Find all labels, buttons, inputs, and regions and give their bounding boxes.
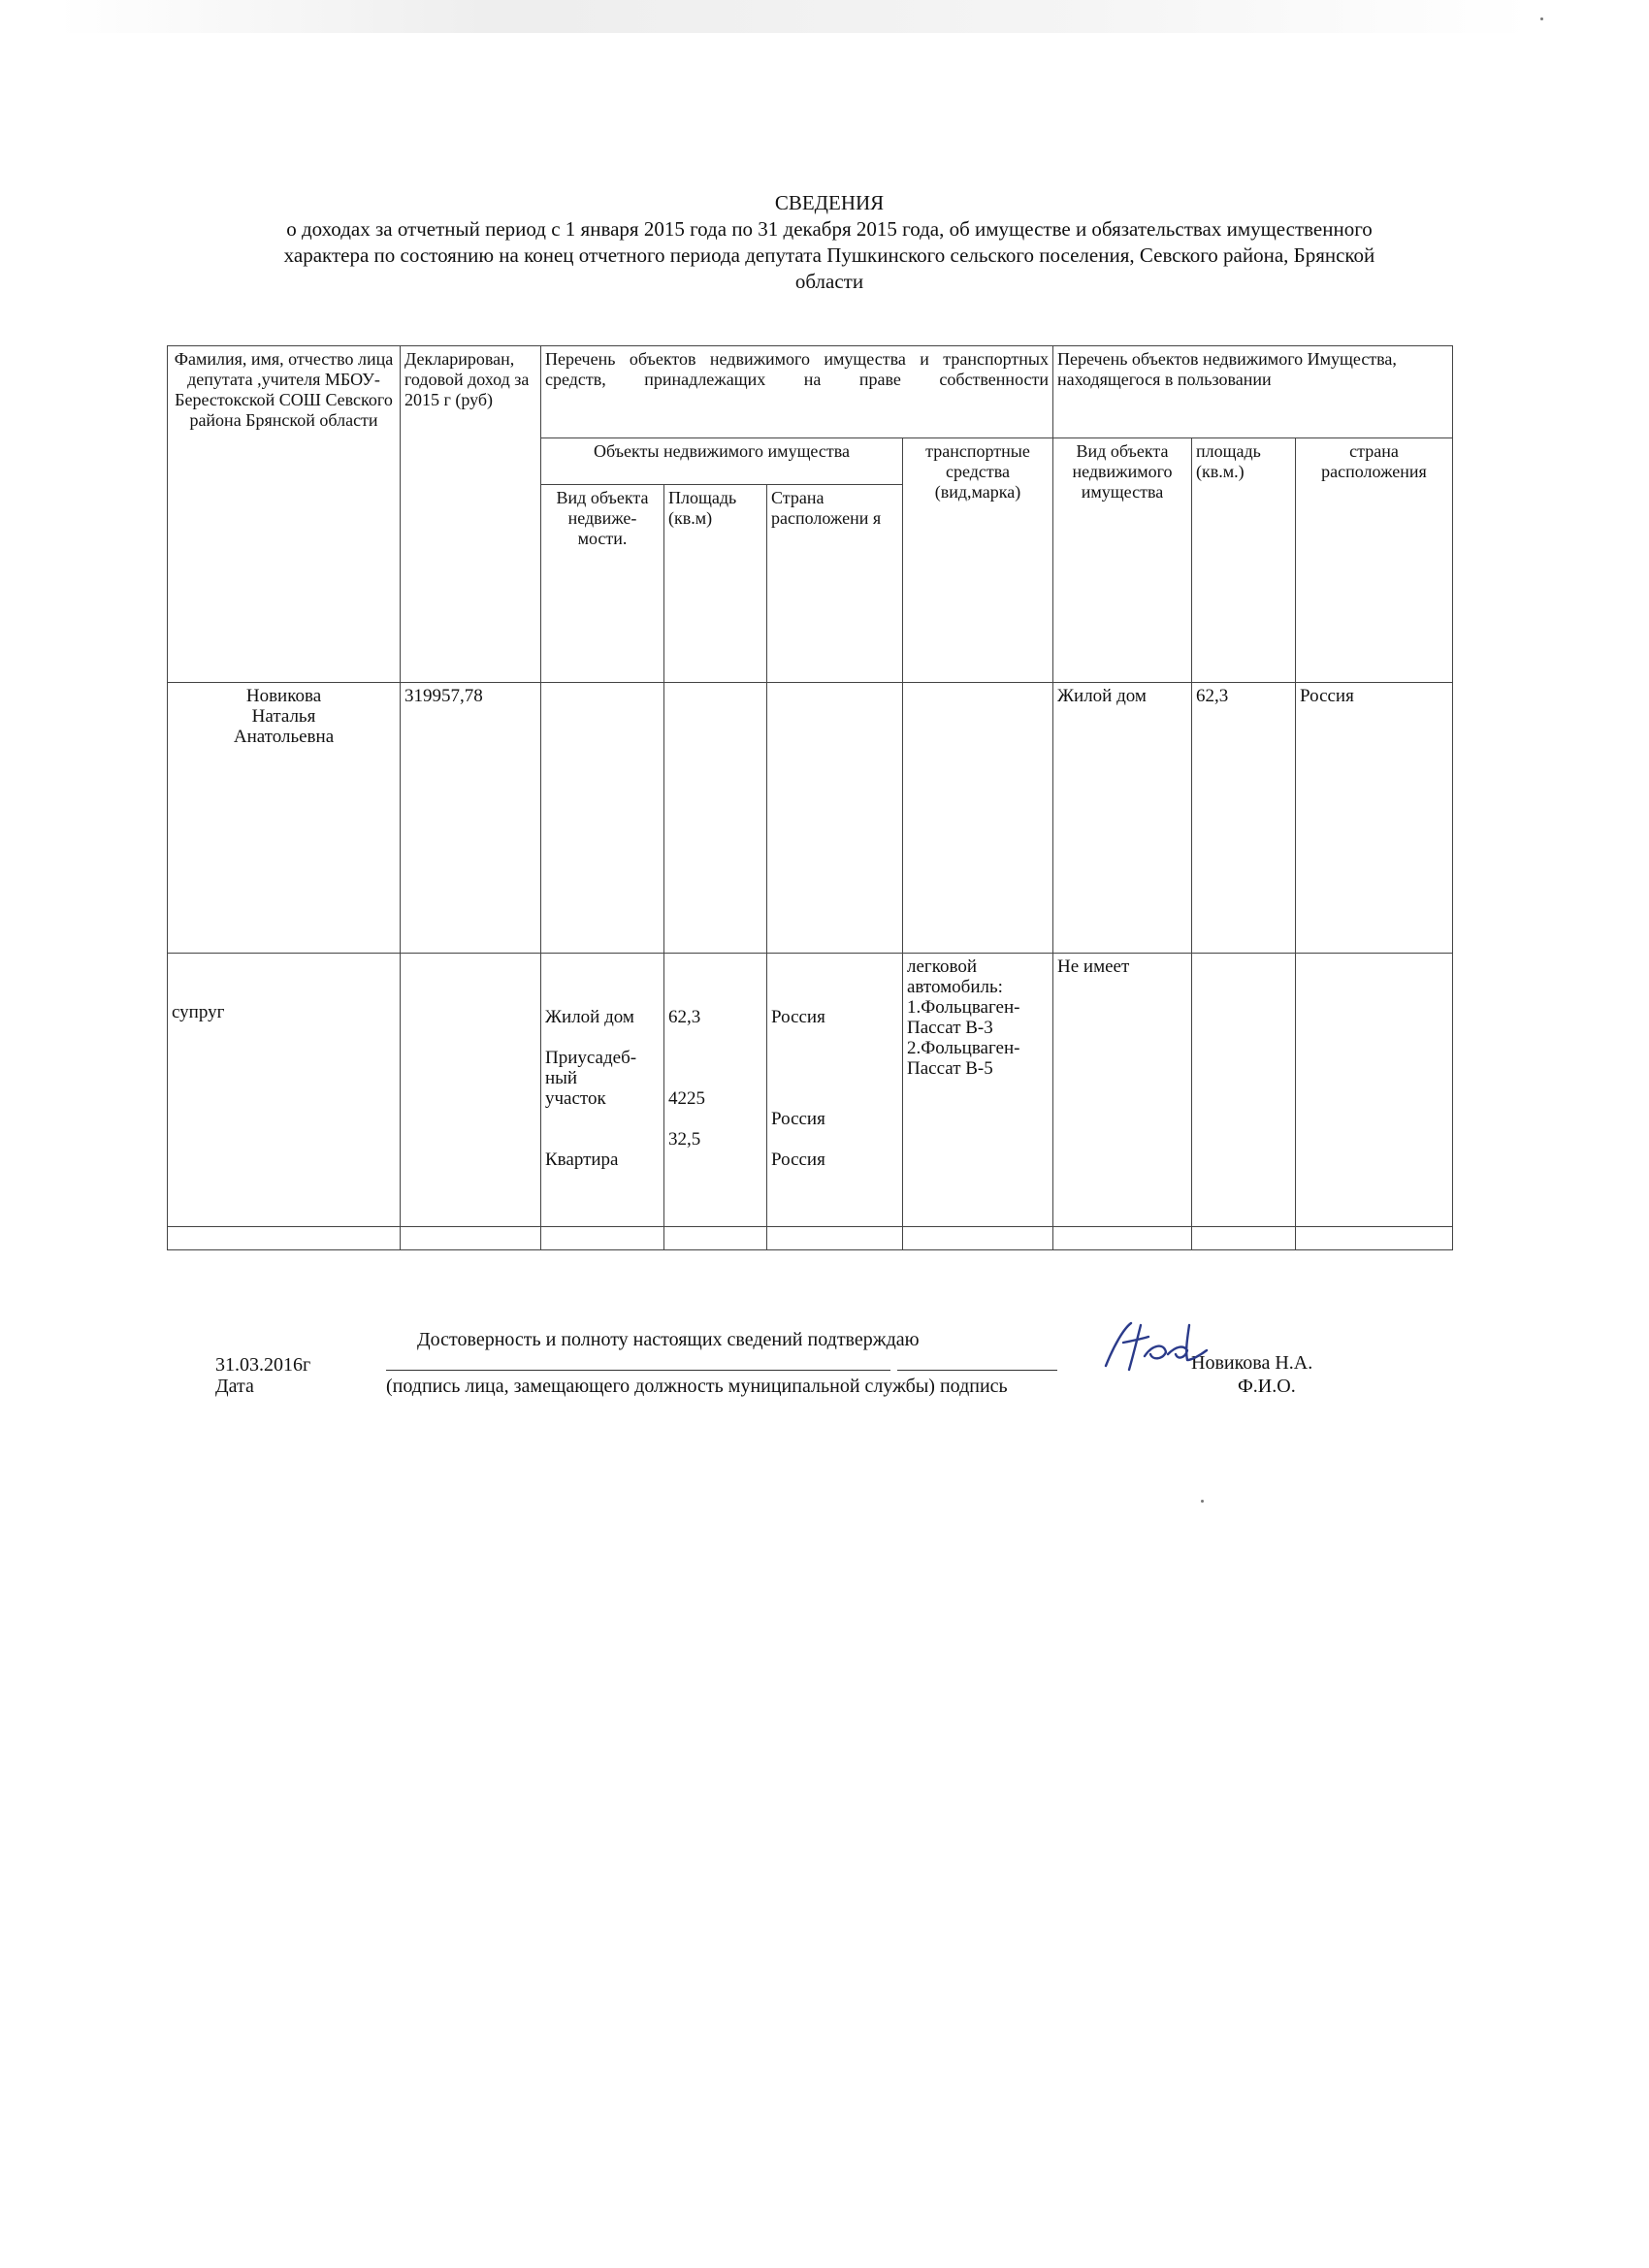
title-line-2: характера по состоянию на конец отчетного периода депутата Пушкинского сельского поселения, Севского района, Брянской [283, 243, 1375, 267]
title-heading: СВЕДЕНИЯ [774, 191, 885, 214]
cell-owned-area: 62,3 4225 32,5 [664, 954, 767, 1227]
cell-used-country [1296, 954, 1453, 1227]
header-income: Декларирован, годовой доход за 2015 г (руб) [401, 346, 541, 683]
header-used-type: Вид объекта недвижимого имущества [1053, 438, 1192, 683]
cell-income: 319957,78 [401, 683, 541, 954]
empty-cell [401, 1227, 541, 1250]
cell-used-type: Не имеет [1053, 954, 1192, 1227]
header-owned-area: Площадь (кв.м) [664, 485, 767, 683]
cell-used-country: Россия [1296, 683, 1453, 954]
footer-name: Новикова Н.А. [1191, 1352, 1313, 1374]
cell-transport [903, 683, 1053, 954]
cell-owned-type [541, 683, 664, 954]
cell-used-area [1192, 954, 1296, 1227]
table-row [168, 683, 1453, 954]
header-owned-type: Вид объекта недвиже-мости. [541, 485, 664, 683]
title-line-3: области [794, 270, 864, 293]
header-name: Фамилия, имя, отчество лица депутата ,учителя МБОУ-Берестокской СОШ Севского района Брянской области [168, 346, 401, 683]
document-title [165, 190, 1494, 295]
header-transport: транспортные средства (вид,марка) [903, 438, 1053, 683]
cell-name: Новикова Наталья Анатольевна [168, 683, 401, 954]
header-used-group: Перечень объектов недвижимого Имущества, находящегося в пользовании [1053, 346, 1453, 438]
header-used-area: площадь (кв.м.) [1192, 438, 1296, 683]
empty-cell [664, 1227, 767, 1250]
footer-signatory-label: (подпись лица, замещающего должность муниципальной службы) подпись [386, 1376, 1008, 1397]
cell-owned-country: Россия Россия Россия [767, 954, 903, 1227]
table-row [168, 954, 1453, 1227]
scan-speck [1201, 1500, 1204, 1503]
footer-date: 31.03.2016г [215, 1354, 311, 1376]
empty-cell [168, 1227, 401, 1250]
footer-statement: Достоверность и полноту настоящих сведений подтверждаю [417, 1329, 920, 1350]
cell-name: супруг [168, 954, 401, 1227]
cell-owned-type: Жилой дом Приусадеб- ный участок Квартира [541, 954, 664, 1227]
cell-used-type: Жилой дом [1053, 683, 1192, 954]
signatory-underline [386, 1370, 890, 1371]
scan-speck [1540, 17, 1543, 20]
header-owned-group: Перечень объектов недвижимого имущества и транспортных средств, принадлежащих на праве собственности [541, 346, 1053, 438]
footer-fio-label: Ф.И.О. [1238, 1376, 1296, 1397]
scan-artifact [58, 0, 1533, 33]
cell-income [401, 954, 541, 1227]
header-owned-realty: Объекты недвижимого имущества [541, 438, 903, 485]
handwritten-signature [1094, 1317, 1211, 1376]
footer-date-label: Дата [215, 1376, 254, 1397]
signature-underline [897, 1370, 1057, 1371]
cell-owned-country [767, 683, 903, 954]
cell-used-area: 62,3 [1192, 683, 1296, 954]
table-row [168, 1227, 1453, 1250]
declaration-table [167, 345, 1453, 1250]
header-used-country: страна расположения [1296, 438, 1453, 683]
empty-cell [767, 1227, 903, 1250]
empty-cell [1192, 1227, 1296, 1250]
empty-cell [1053, 1227, 1192, 1250]
header-owned-country: Страна расположени я [767, 485, 903, 683]
empty-cell [541, 1227, 664, 1250]
title-line-1: о доходах за отчетный период с 1 января 2015 года по 31 декабря 2015 года, об имуществе и обязательствах имущественного [286, 217, 1373, 241]
empty-cell [1296, 1227, 1453, 1250]
empty-cell [903, 1227, 1053, 1250]
cell-transport: легковой автомобиль: 1.Фольцваген-Пассат В-3 2.Фольцваген-Пассат В-5 [903, 954, 1053, 1227]
cell-owned-area [664, 683, 767, 954]
